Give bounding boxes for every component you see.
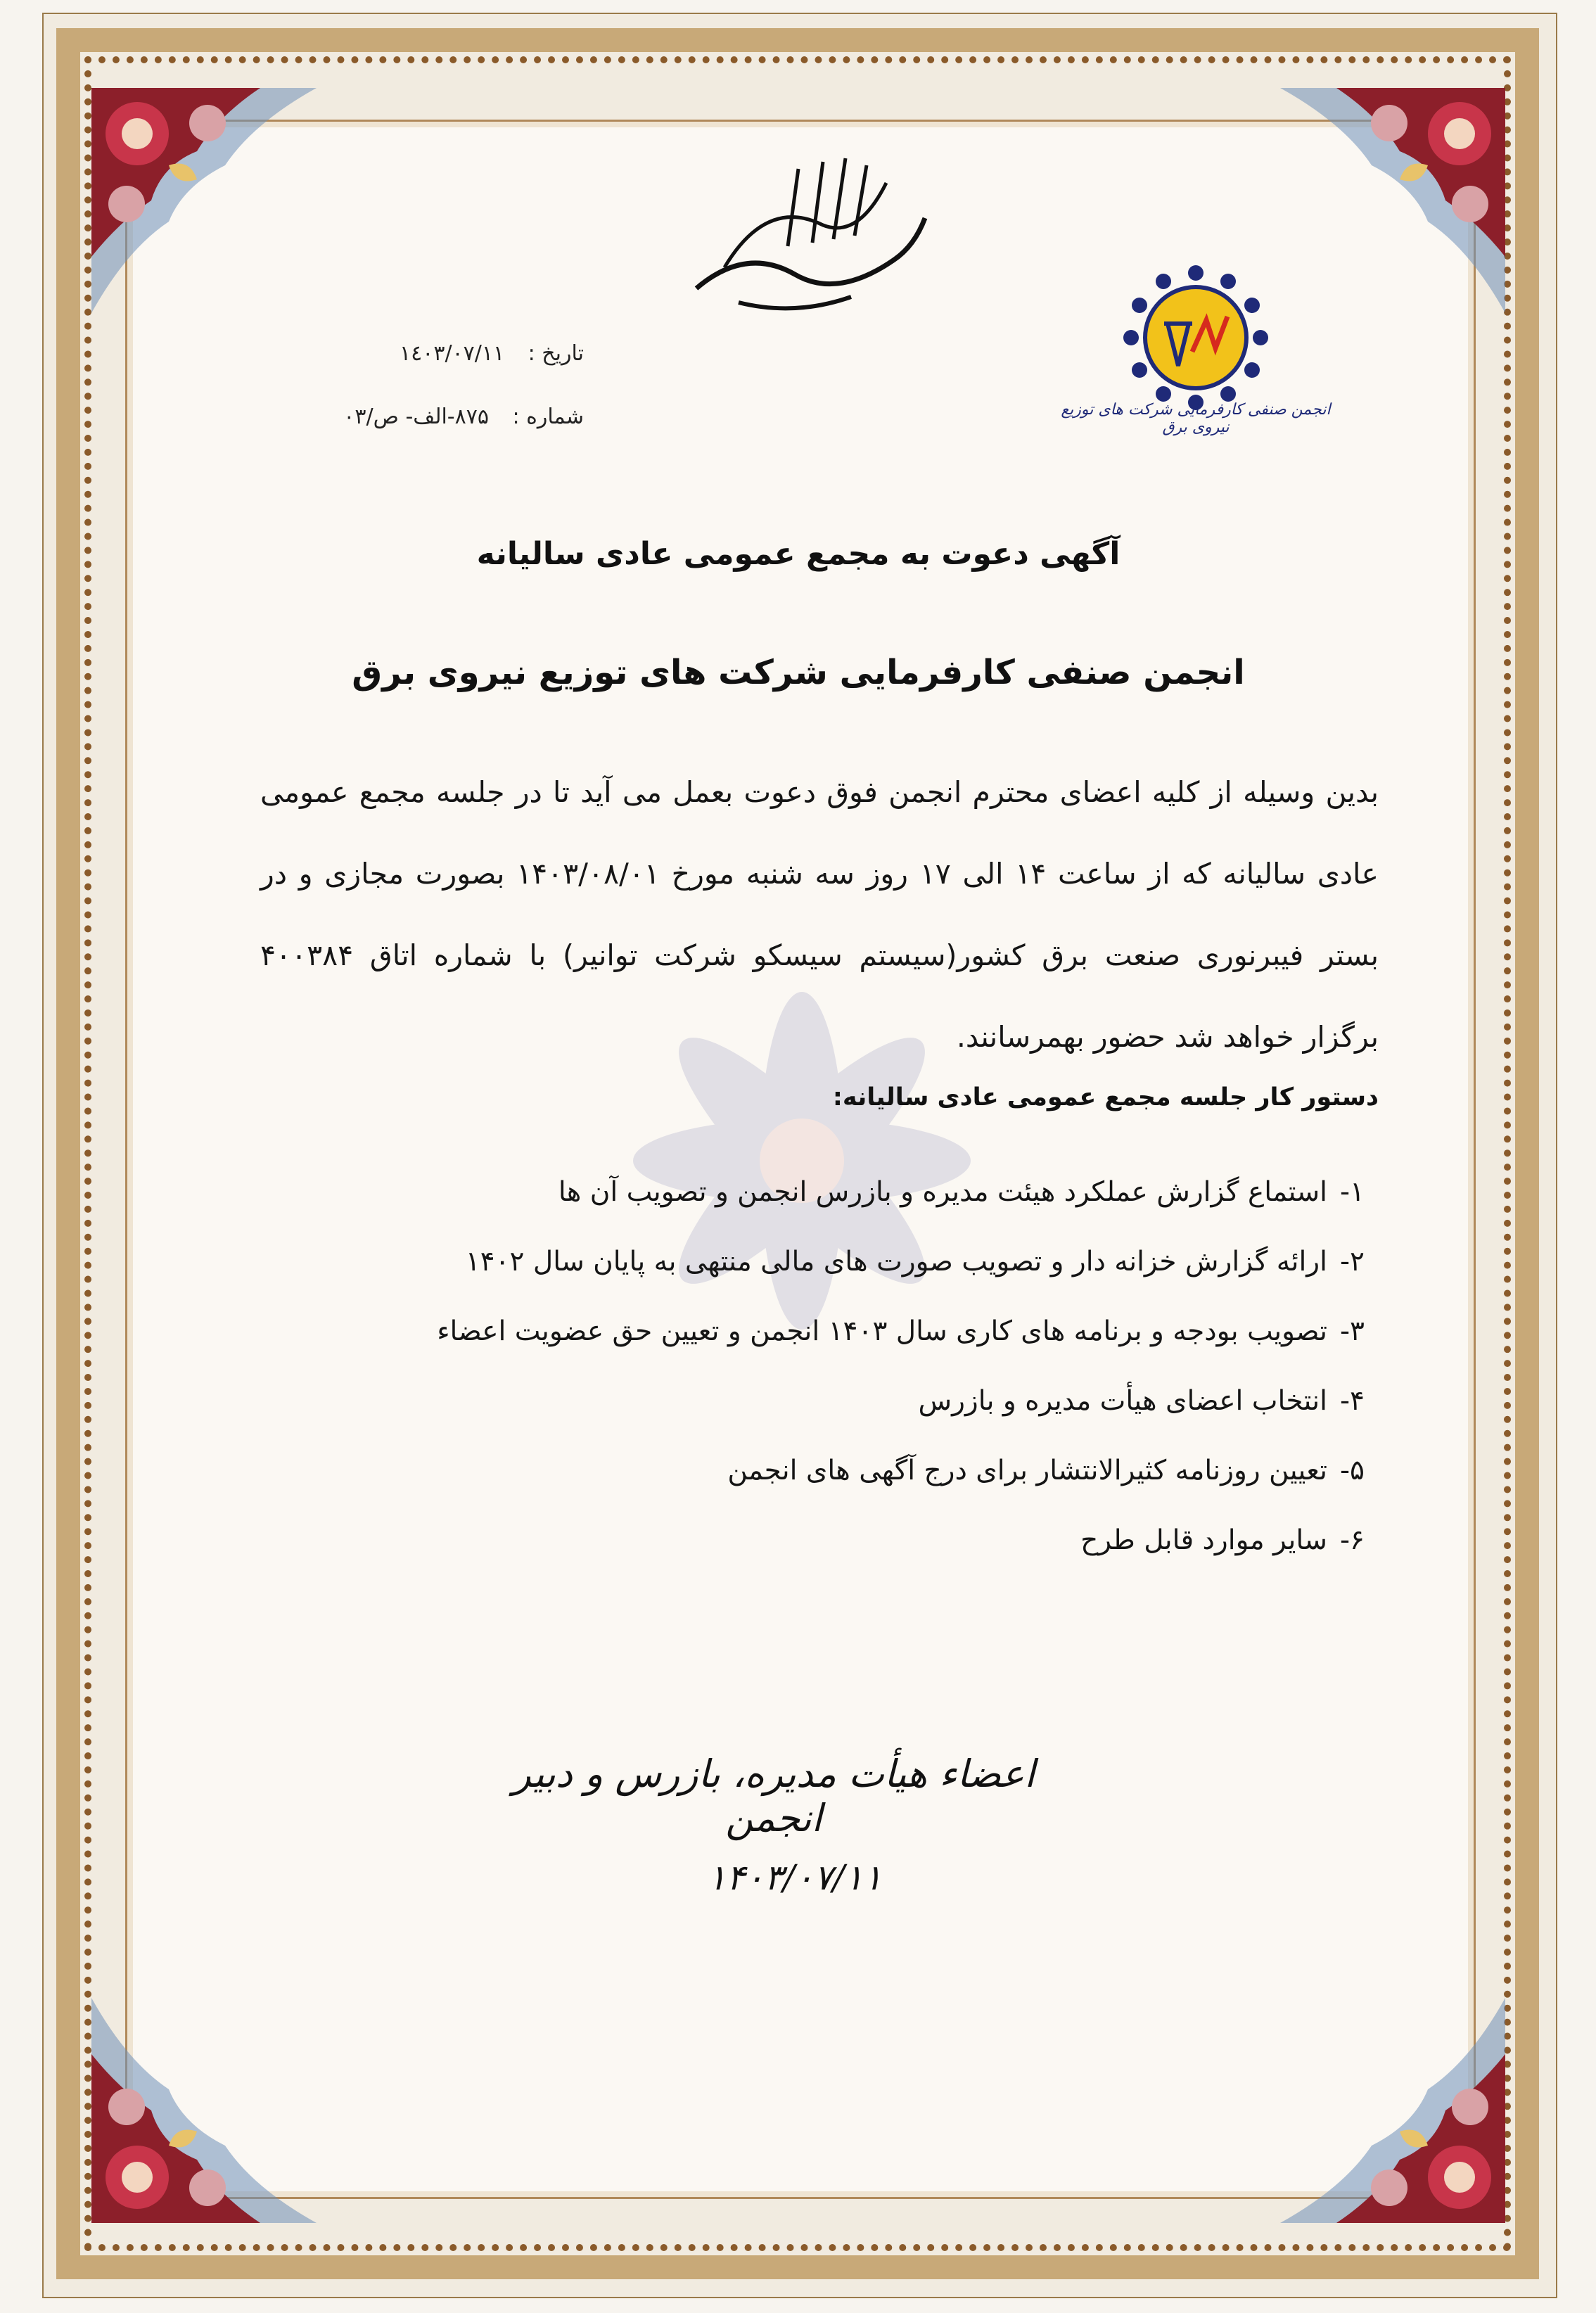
agenda-item-number: ۳- — [1339, 1315, 1365, 1347]
agenda-item-number: ۲- — [1339, 1246, 1365, 1277]
letter-number — [302, 404, 584, 429]
agenda-item-text: انتخاب اعضای هیأت مدیره و بازرس — [918, 1385, 1327, 1417]
number-value: ٨٧۵-الف- ص/٠٣ — [343, 404, 489, 429]
agenda-item-number: ۱- — [1339, 1176, 1365, 1208]
agenda-item-text: تصویب بودجه و برنامه های کاری سال ۱۴۰۳ انجمن و تعیین حق عضویت اعضاء — [437, 1315, 1327, 1347]
agenda-item-text: استماع گزارش عملکرد هیئت مدیره و بازرس انجمن و تصویب آن ها — [558, 1176, 1327, 1208]
agenda-item-text: سایر موارد قابل طرح — [1080, 1524, 1327, 1556]
date-value: ١٤٠٣/٠٧/١١ — [399, 341, 505, 366]
agenda-item — [295, 1385, 1365, 1455]
agenda-item — [295, 1455, 1365, 1524]
organization-title: انجمن صنفی کارفرمایی شرکت های توزیع نیروی برق — [352, 653, 1245, 692]
floral-corner-ornament-icon — [84, 1991, 324, 2230]
agenda-item — [295, 1246, 1365, 1315]
notice-title: آگهی دعوت به مجمع عمومی عادی سالیانه — [476, 536, 1121, 572]
number-label: شماره : — [512, 404, 584, 429]
agenda-heading: دستور کار جلسه مجمع عمومی عادی سالیانه: — [832, 1083, 1379, 1111]
agenda-item-number: ۶- — [1339, 1524, 1365, 1556]
signature-line: اعضاء هیأت مدیره، بازرس و دبیر انجمن — [512, 1752, 1035, 1840]
floral-corner-ornament-icon — [1273, 81, 1512, 320]
agenda-item-number: ۴- — [1339, 1385, 1365, 1417]
agenda-item — [295, 1524, 1365, 1594]
agenda-item-text: ارائه گزارش خزانه دار و تصویب صورت های مالی منتهی به پایان سال ۱۴۰۲ — [465, 1246, 1327, 1277]
logo-caption: انجمن صنفی کارفرمایی شرکت های توزیع نیروی برق — [1061, 401, 1331, 436]
agenda-item — [295, 1176, 1365, 1246]
agenda-item — [295, 1315, 1365, 1385]
floral-corner-ornament-icon — [1273, 1991, 1512, 2230]
basmala-calligraphy-icon — [682, 141, 936, 324]
agenda-list — [295, 1176, 1365, 1594]
invitation-paragraph: بدین وسیله از کلیه اعضای محترم انجمن فوق دعوت بعمل می آید تا در جلسه مجمع عمومی عادی سالیانه که از ساعت ۱۴ الی ۱۷ روز سه شنبه مورخ ۱۴۰۳/۰۸/۰۱ بصورت مجازی و در بستر فیبرنوری صنعت برق کشور(سیستم سیسکو شرکت توانیر) با شماره اتاق ۴۰۰۳۸۴ برگزار خواهد شد حضور بهمرسانند. — [260, 775, 1379, 1054]
footer-date: ۱۴۰۳/۰۷/۱۱ — [707, 1857, 883, 1898]
agenda-item-number: ۵- — [1339, 1455, 1365, 1486]
date-label: تاریخ : — [528, 341, 584, 366]
agenda-item-text: تعیین روزنامه کثیرالانتشار برای درج آگهی های انجمن — [727, 1455, 1327, 1486]
floral-corner-ornament-icon — [84, 81, 324, 320]
letter-date — [302, 341, 584, 366]
